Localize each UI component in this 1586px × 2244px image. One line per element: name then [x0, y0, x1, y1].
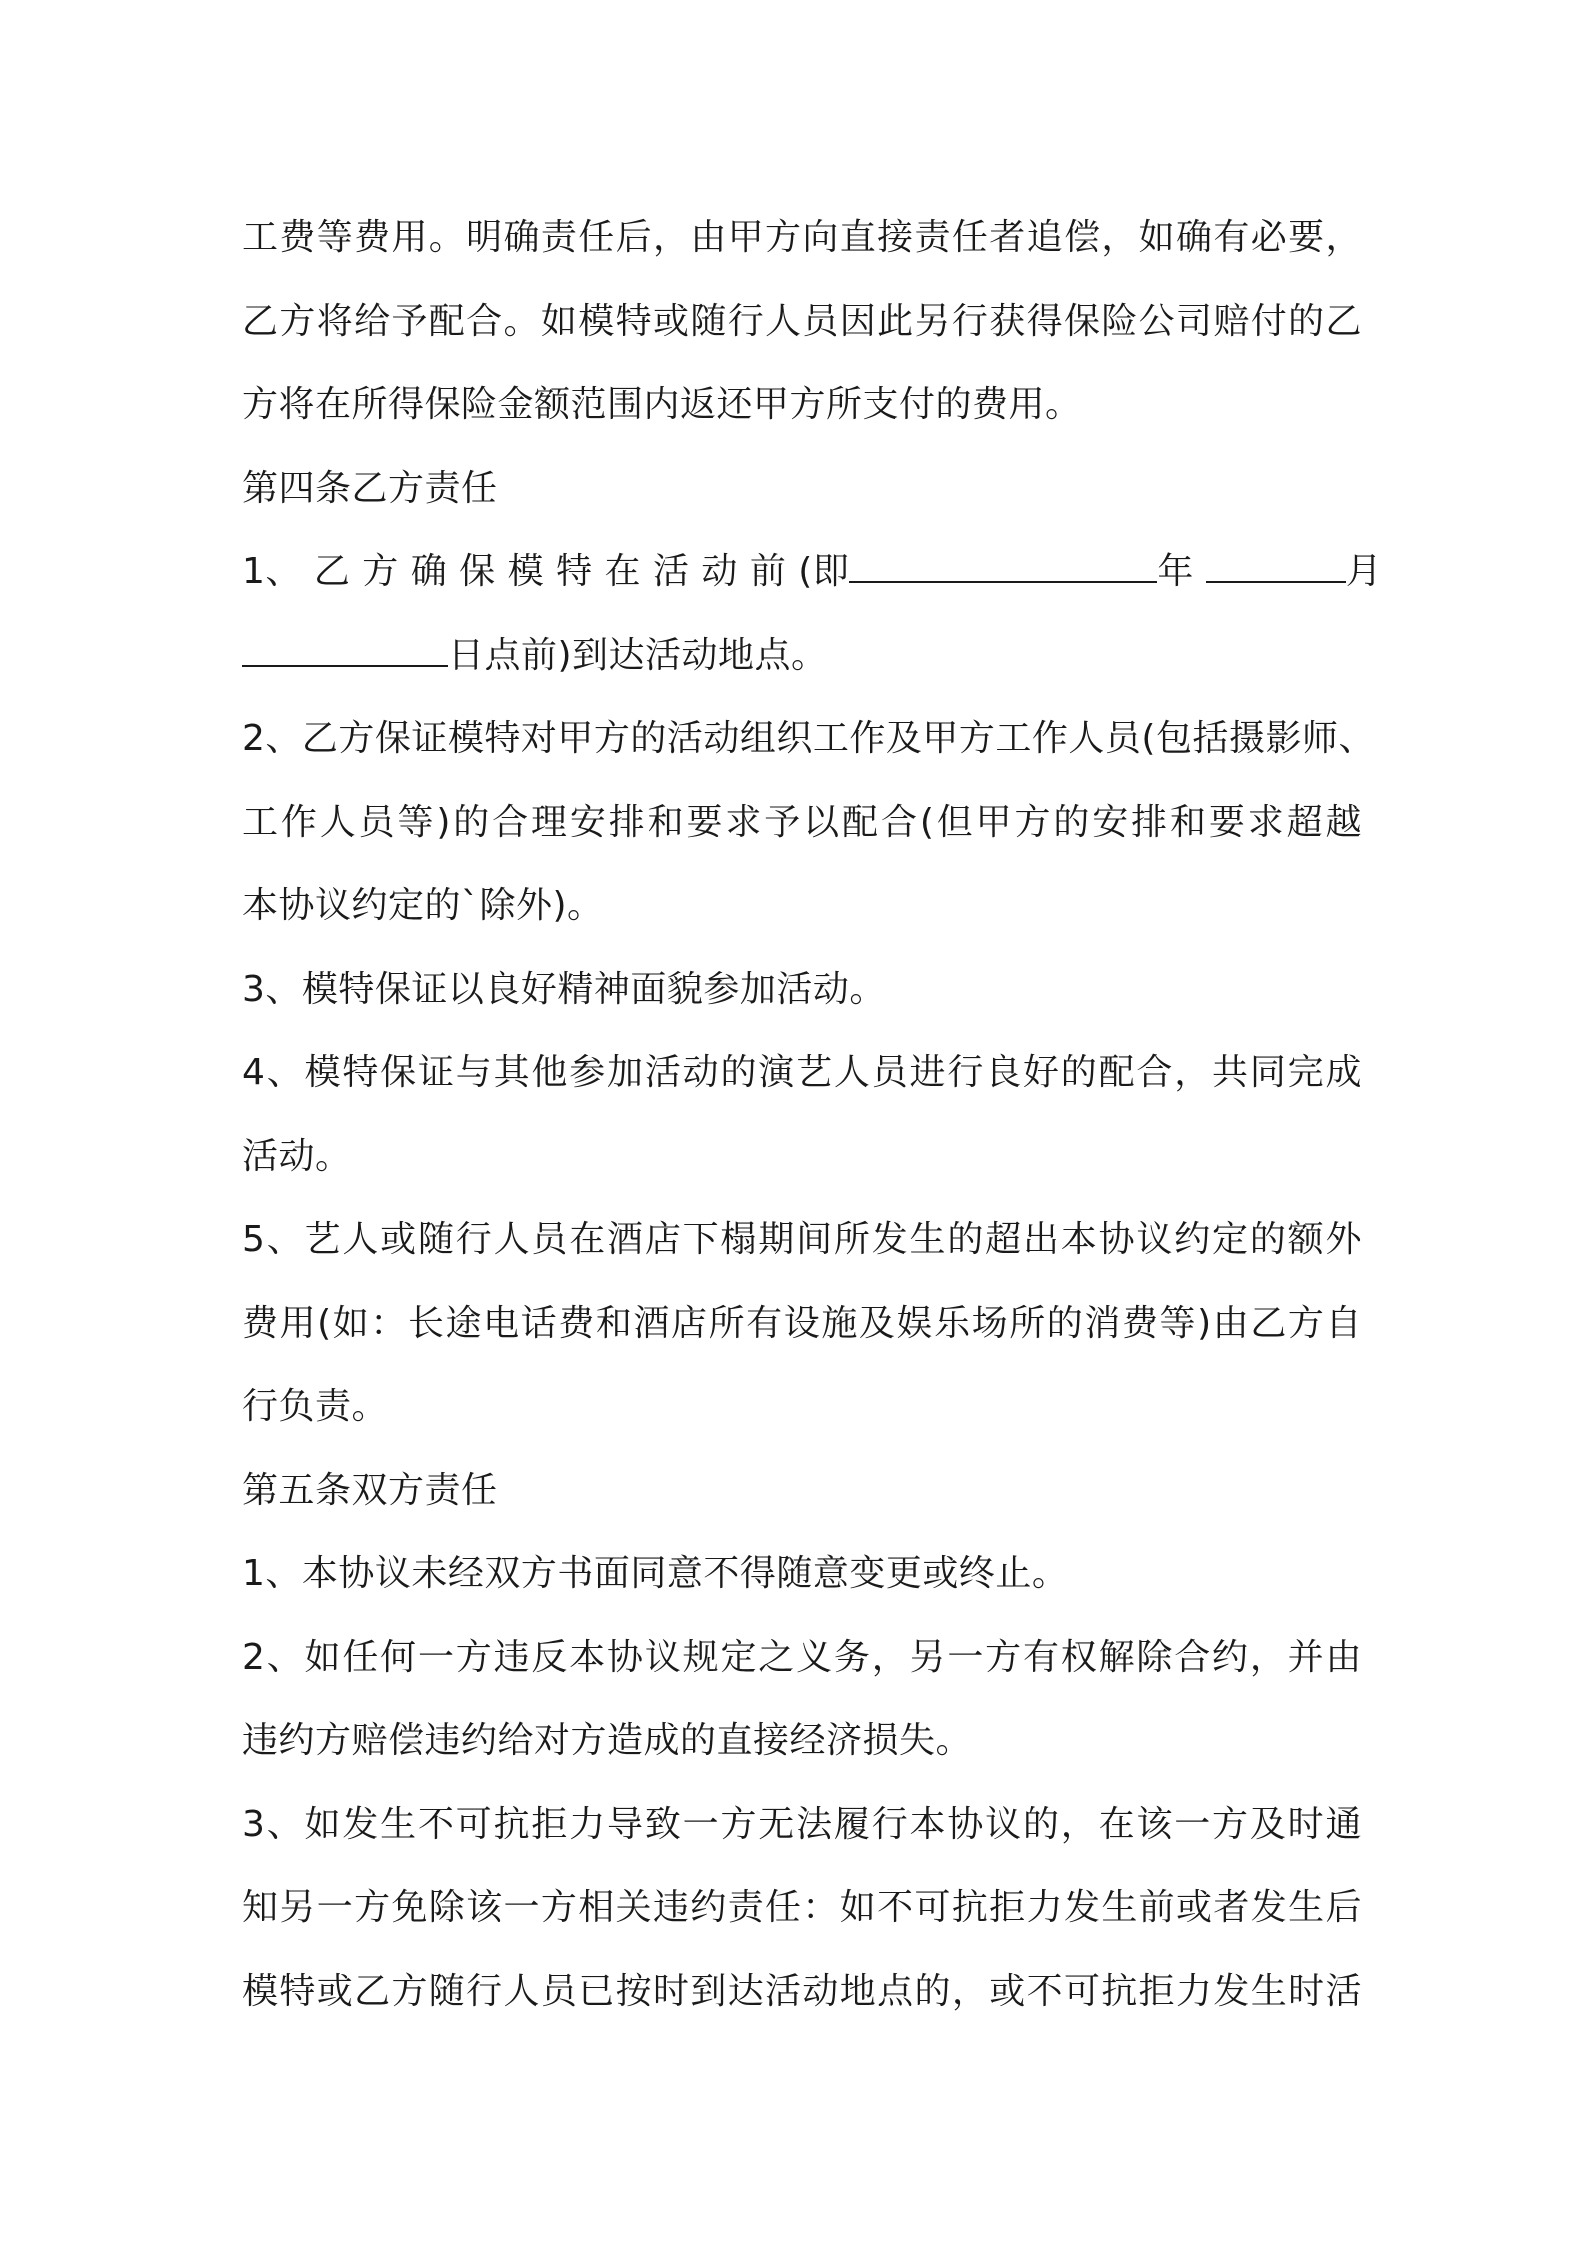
- paragraph-line: 工费等费用。明确责任后，由甲方向直接责任者追偿，如确有必要，: [242, 217, 1362, 258]
- item-1-prefix: 1、 乙 方 确 保 模 特 在 活 动 前 (即: [242, 551, 850, 592]
- paragraph-line: 违约方赔偿违约给对方造成的直接经济损失。: [242, 1720, 973, 1761]
- paragraph-line: 2、如任何一方违反本协议规定之义务，另一方有权解除合约，并由: [242, 1636, 1362, 1678]
- section-heading-article-4: 第四条乙方责任: [242, 467, 498, 509]
- paragraph-line: 2、乙方保证模特对甲方的活动组织工作及甲方工作人员(包括摄影师、: [242, 718, 1375, 759]
- item-1-day-line: [242, 614, 1362, 698]
- paragraph-line: 知另一方免除该一方相关违约责任：如不可抗拒力发生前或者发生后: [242, 1887, 1362, 1928]
- paragraph-line: 活动。: [242, 1135, 352, 1177]
- month-blank: [1206, 551, 1346, 583]
- year-blank: [849, 551, 1157, 583]
- paragraph-line: 工作人员等)的合理安排和要求予以配合(但甲方的安排和要求超越: [242, 801, 1362, 843]
- paragraph-line: 4、模特保证与其他参加活动的演艺人员进行良好的配合，共同完成: [242, 1052, 1362, 1093]
- paragraph-line: 3、如发生不可抗拒力导致一方无法履行本协议的，在该一方及时通: [242, 1803, 1362, 1845]
- item-1-arrival-line: [242, 530, 1383, 614]
- document-body: [242, 196, 1383, 2033]
- year-label: 年: [1157, 551, 1194, 592]
- paragraph-line: 5、艺人或随行人员在酒店下榻期间所发生的超出本协议约定的额外: [242, 1219, 1362, 1260]
- paragraph-line: 本协议约定的`除外)。: [242, 885, 604, 926]
- item-1-day-suffix: 日点前)到达活动地点。: [448, 634, 828, 676]
- paragraph-line: 1、本协议未经双方书面同意不得随意变更或终止。: [242, 1553, 1069, 1594]
- paragraph-line: 乙方将给予配合。如模特或随行人员因此另行获得保险公司赔付的乙: [242, 300, 1362, 342]
- paragraph-line: 行负责。: [242, 1386, 389, 1427]
- section-heading-article-5: 第五条双方责任: [242, 1469, 498, 1511]
- paragraph-line: 3、模特保证以良好精神面貌参加活动。: [242, 968, 886, 1010]
- paragraph-line: 方将在所得保险金额范围内返还甲方所支付的费用。: [242, 384, 1082, 425]
- month-label: 月: [1345, 551, 1383, 592]
- day-blank: [242, 635, 448, 667]
- paragraph-line: 模特或乙方随行人员已按时到达活动地点的，或不可抗拒力发生时活: [242, 1970, 1362, 2012]
- paragraph-line: 费用(如：长途电话费和酒店所有设施及娱乐场所的消费等)由乙方自: [242, 1302, 1362, 1344]
